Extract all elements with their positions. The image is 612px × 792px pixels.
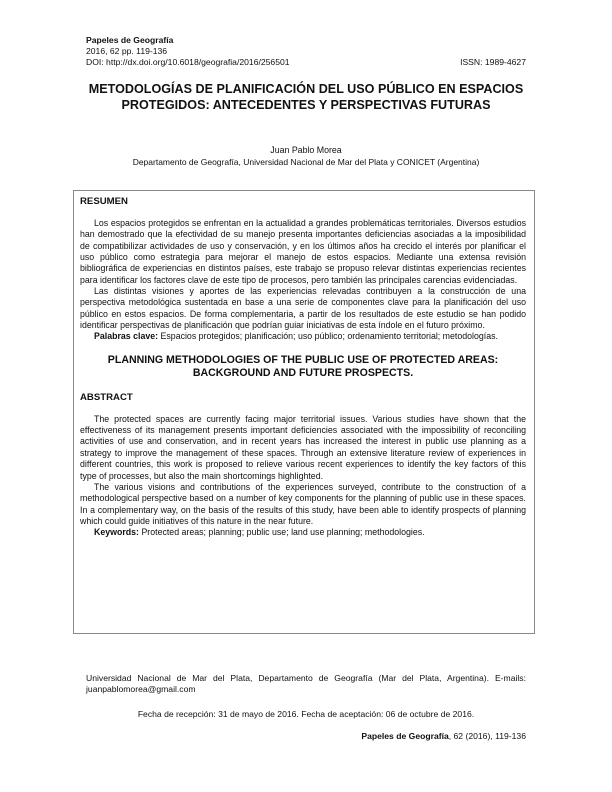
resumen-paragraph-1: Los espacios protegidos se enfrentan en la actualidad a grandes problemáticas territoriales. Diversos estudios han demostrado que la efectividad de su manejo presenta importantes deficiencias asociadas a la imposibilidad de compatibilizar actividades de uso y conservación, y en los últimos años ha crecido el interés por planificar el uso público como estrategia para mejorar el manejo de estos espacios. Mediante una extensa revisión bibliográfica de experiencias en distintos países, este trabajo se propuso relevar distintas experiencias recientes para identificar los factores clave de este tipo de procesos, pero también las principales carencias evidenciadas. bbox=[80, 218, 526, 285]
abstract-paragraph-1: The protected spaces are currently facing major territorial issues. Various studies have shown that the effectiveness of its management presents important deficiencies associated with the impossibility of reconciling activities of use and conservation, and in recent years has increased the interest in public use planning as a strategy to improve the management of these spaces. Through an extensive literature review of experiences in different countries, this work is proposed to relieve various recent experiences to identify the key factors of this type of processes, but also the main shortcomings highlighted. bbox=[80, 413, 526, 481]
footer-journal-name: Papeles de Geografía bbox=[361, 731, 449, 741]
english-title: PLANNING METHODOLOGIES OF THE PUBLIC USE OF PROTECTED AREAS: BACKGROUND AND FUTURE PROSPECTS. bbox=[107, 353, 499, 380]
abstract-keywords-text: Protected areas; planning; public use; land use planning; methodologies. bbox=[141, 527, 425, 538]
doi-link[interactable]: DOI: http://dx.doi.org/10.6018/geografia/2016/256501 bbox=[86, 57, 290, 67]
page-footer-citation bbox=[361, 731, 526, 741]
abstract-heading: ABSTRACT bbox=[80, 391, 133, 403]
resumen-keywords-label: Palabras clave: bbox=[94, 331, 159, 342]
author-name: Juan Pablo Morea bbox=[270, 145, 342, 155]
resumen-keywords bbox=[80, 331, 526, 342]
journal-name: Papeles de Geografía bbox=[86, 35, 174, 45]
abstract-keywords-label: Keywords: bbox=[94, 527, 139, 538]
abstract-box bbox=[73, 190, 535, 634]
volume-pages: 2016, 62 pp. 119-136 bbox=[86, 46, 168, 56]
footer-volume-pages: , 62 (2016), 119-136 bbox=[448, 731, 526, 741]
resumen-heading: RESUMEN bbox=[80, 196, 128, 207]
submission-dates: Fecha de recepción: 31 de mayo de 2016. Fecha de aceptación: 06 de octubre de 2016. bbox=[137, 709, 475, 719]
paper-title: METODOLOGÍAS DE PLANIFICACIÓN DEL USO PÚBLICO EN ESPACIOS PROTEGIDOS: ANTECEDENTES Y PERSPECTIVAS FUTURAS bbox=[88, 82, 524, 112]
issn: ISSN: 1989-4627 bbox=[460, 57, 526, 67]
abstract-paragraph-2: The various visions and contributions of the experiences surveyed, contribute to the construction of a methodological perspective based on a number of key components for the planning of public use in these spaces. In a complementary way, on the basis of the results of this study, have been able to identify prospects of planning which could guide initiatives of this nature in the near future. bbox=[80, 481, 526, 526]
author-footnote: Universidad Nacional de Mar del Plata, Departamento de Geografía (Mar del Plata, Argentina). E-mails: juanpablomorea@gmail.com bbox=[86, 673, 526, 694]
resumen-paragraph-2: Las distintas visiones y aportes de las experiencias relevadas contribuyen a la construcción de una perspectiva metodológica sustentada en base a una serie de componentes clave para la planificación del uso público en estos espacios. De forma complementaria, a partir de los resultados de este estudio se han podido identificar perspectivas de planificación que podrían guiar iniciativas de esta índole en el futuro próximo. bbox=[80, 286, 526, 331]
author-affiliation: Departamento de Geografía, Universidad Nacional de Mar del Plata y CONICET (Argentina) bbox=[132, 157, 480, 167]
resumen-keywords-text: Espacios protegidos; planificación; uso público; ordenamiento territorial; metodologías. bbox=[160, 331, 498, 342]
abstract-keywords bbox=[80, 527, 526, 538]
